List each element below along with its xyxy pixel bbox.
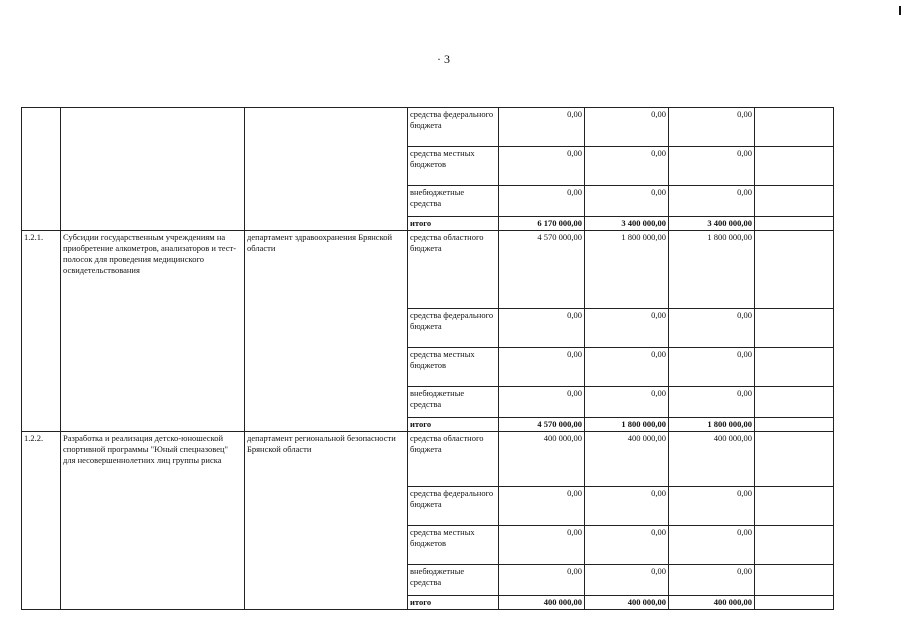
amount-v1: 0,00 bbox=[499, 147, 585, 186]
table-row bbox=[22, 108, 834, 147]
total-label: итого bbox=[408, 217, 499, 231]
empty-cell bbox=[755, 147, 834, 186]
row-number: 1.2.2. bbox=[22, 432, 61, 610]
empty-cell bbox=[755, 565, 834, 596]
total-amount-v3: 3 400 000,00 bbox=[669, 217, 755, 231]
amount-v3: 0,00 bbox=[669, 108, 755, 147]
empty-cell bbox=[755, 596, 834, 610]
funding-source: средства областного бюджета bbox=[408, 231, 499, 309]
row-number bbox=[22, 108, 61, 231]
page-number: · 3 bbox=[437, 52, 450, 66]
budget-table bbox=[21, 107, 834, 610]
empty-cell bbox=[755, 108, 834, 147]
table-row bbox=[22, 231, 834, 309]
amount-v3: 0,00 bbox=[669, 309, 755, 348]
funding-source: средства федерального бюджета bbox=[408, 309, 499, 348]
empty-cell bbox=[755, 309, 834, 348]
funding-source: средства местных бюджетов bbox=[408, 147, 499, 186]
amount-v1: 0,00 bbox=[499, 108, 585, 147]
empty-cell bbox=[755, 348, 834, 387]
total-amount-v1: 400 000,00 bbox=[499, 596, 585, 610]
empty-cell bbox=[755, 217, 834, 231]
total-label: итого bbox=[408, 596, 499, 610]
amount-v3: 0,00 bbox=[669, 147, 755, 186]
amount-v2: 0,00 bbox=[585, 565, 669, 596]
empty-cell bbox=[755, 432, 834, 487]
funding-source: средства местных бюджетов bbox=[408, 348, 499, 387]
amount-v3: 0,00 bbox=[669, 526, 755, 565]
funding-source: средства федерального бюджета bbox=[408, 108, 499, 147]
amount-v3: 0,00 bbox=[669, 487, 755, 526]
executor-name bbox=[245, 108, 408, 231]
funding-source: средства местных бюджетов bbox=[408, 526, 499, 565]
amount-v1: 0,00 bbox=[499, 526, 585, 565]
funding-source: средства областного бюджета bbox=[408, 432, 499, 487]
amount-v2: 0,00 bbox=[585, 309, 669, 348]
amount-v3: 400 000,00 bbox=[669, 432, 755, 487]
total-amount-v2: 3 400 000,00 bbox=[585, 217, 669, 231]
total-amount-v2: 1 800 000,00 bbox=[585, 418, 669, 432]
amount-v1: 4 570 000,00 bbox=[499, 231, 585, 309]
amount-v2: 0,00 bbox=[585, 108, 669, 147]
amount-v2: 0,00 bbox=[585, 526, 669, 565]
amount-v1: 0,00 bbox=[499, 565, 585, 596]
amount-v1: 0,00 bbox=[499, 186, 585, 217]
funding-source: внебюджетные средства bbox=[408, 565, 499, 596]
funding-source: внебюджетные средства bbox=[408, 186, 499, 217]
amount-v1: 0,00 bbox=[499, 487, 585, 526]
total-label: итого bbox=[408, 418, 499, 432]
scan-mark bbox=[899, 6, 901, 15]
empty-cell bbox=[755, 487, 834, 526]
total-amount-v2: 400 000,00 bbox=[585, 596, 669, 610]
amount-v2: 0,00 bbox=[585, 387, 669, 418]
measure-title: Субсидии государственным учреждениям на приобретение алкометров, анализаторов и тест-полосок для проведения медицинского освидетельствования bbox=[61, 231, 245, 432]
amount-v2: 0,00 bbox=[585, 186, 669, 217]
amount-v3: 0,00 bbox=[669, 348, 755, 387]
empty-cell bbox=[755, 526, 834, 565]
amount-v2: 0,00 bbox=[585, 348, 669, 387]
executor-name: департамент региональной безопасности Брянской области bbox=[245, 432, 408, 610]
empty-cell bbox=[755, 231, 834, 309]
amount-v3: 0,00 bbox=[669, 387, 755, 418]
amount-v1: 400 000,00 bbox=[499, 432, 585, 487]
amount-v3: 0,00 bbox=[669, 565, 755, 596]
empty-cell bbox=[755, 387, 834, 418]
empty-cell bbox=[755, 186, 834, 217]
amount-v2: 0,00 bbox=[585, 147, 669, 186]
row-number: 1.2.1. bbox=[22, 231, 61, 432]
empty-cell bbox=[755, 418, 834, 432]
measure-title bbox=[61, 108, 245, 231]
table-row bbox=[22, 432, 834, 487]
funding-source: средства федерального бюджета bbox=[408, 487, 499, 526]
measure-title: Разработка и реализация детско-юношеской спортивной программы "Юный спецназовец" для несовершеннолетних лиц группы риска bbox=[61, 432, 245, 610]
executor-name: департамент здравоохранения Брянской области bbox=[245, 231, 408, 432]
amount-v2: 0,00 bbox=[585, 487, 669, 526]
amount-v2: 400 000,00 bbox=[585, 432, 669, 487]
total-amount-v1: 4 570 000,00 bbox=[499, 418, 585, 432]
amount-v3: 0,00 bbox=[669, 186, 755, 217]
amount-v1: 0,00 bbox=[499, 348, 585, 387]
budget-table-body bbox=[22, 108, 834, 610]
funding-source: внебюджетные средства bbox=[408, 387, 499, 418]
total-amount-v3: 400 000,00 bbox=[669, 596, 755, 610]
amount-v3: 1 800 000,00 bbox=[669, 231, 755, 309]
amount-v2: 1 800 000,00 bbox=[585, 231, 669, 309]
amount-v1: 0,00 bbox=[499, 309, 585, 348]
amount-v1: 0,00 bbox=[499, 387, 585, 418]
total-amount-v3: 1 800 000,00 bbox=[669, 418, 755, 432]
total-amount-v1: 6 170 000,00 bbox=[499, 217, 585, 231]
